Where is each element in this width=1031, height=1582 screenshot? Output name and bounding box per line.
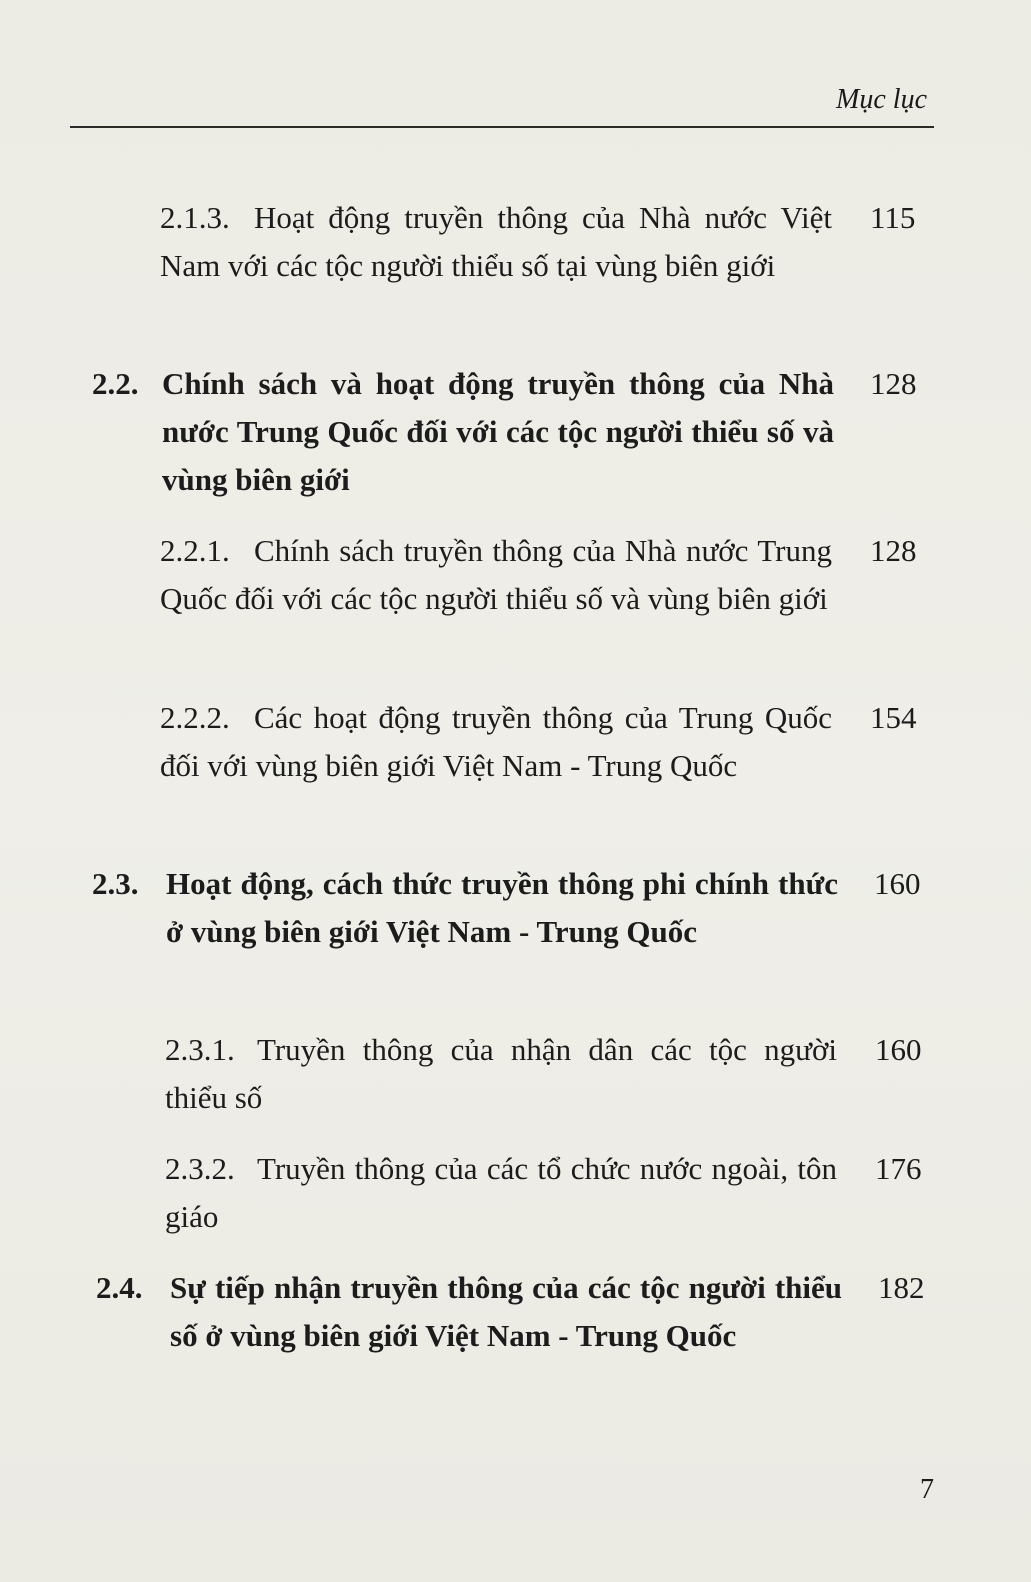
toc-entry-page: 128 [870, 533, 917, 568]
toc-entry-number: 2.2.1. [160, 533, 230, 568]
toc-entry-title: Sự tiếp nhận truyền thông của các tộc người thiểu số ở vùng biên giới Việt Nam - Trung Quốc [170, 1270, 842, 1353]
toc-entry-page: 182 [878, 1270, 925, 1305]
toc-entry-title: Hoạt động truyền thông của Nhà nước Việt Nam với các tộc người thiểu số tại vùng biên giới [160, 200, 832, 283]
toc-entry-number: 2.1.3. [160, 200, 230, 235]
toc-entry-title: Chính sách truyền thông của Nhà nước Trung Quốc đối với các tộc người thiểu số và vùng biên giới [160, 533, 832, 616]
toc-entry-number: 2.2. [92, 366, 139, 401]
toc-entry-number: 2.3.2. [165, 1151, 235, 1186]
toc-entry-page: 115 [870, 200, 916, 235]
toc-entry-title: Hoạt động, cách thức truyền thông phi chính thức ở vùng biên giới Việt Nam - Trung Quốc [166, 866, 838, 949]
toc-entry-page: 128 [870, 366, 917, 401]
toc-entry-number: 2.4. [96, 1270, 143, 1305]
toc-entry-title: Chính sách và hoạt động truyền thông của Nhà nước Trung Quốc đối với các tộc người thiểu số và vùng biên giới [162, 366, 834, 497]
header-rule [70, 126, 934, 128]
toc-entry-page: 160 [874, 866, 921, 901]
toc-entry-page: 154 [870, 700, 917, 735]
toc-entry-number: 2.3. [92, 866, 139, 901]
toc-entry-number: 2.3.1. [165, 1032, 235, 1067]
toc-entry-page: 176 [875, 1151, 922, 1186]
toc-entry-page: 160 [875, 1032, 922, 1067]
toc-entry-title: Các hoạt động truyền thông của Trung Quốc đối với vùng biên giới Việt Nam - Trung Quốc [160, 700, 832, 783]
toc-entry-title: Truyền thông của nhận dân các tộc người thiểu số [165, 1032, 837, 1115]
toc-entry-number: 2.2.2. [160, 700, 230, 735]
running-header-title: Mục lục [836, 84, 927, 115]
toc-entry-title: Truyền thông của các tổ chức nước ngoài, tôn giáo [165, 1151, 837, 1234]
page-number: 7 [920, 1474, 934, 1505]
